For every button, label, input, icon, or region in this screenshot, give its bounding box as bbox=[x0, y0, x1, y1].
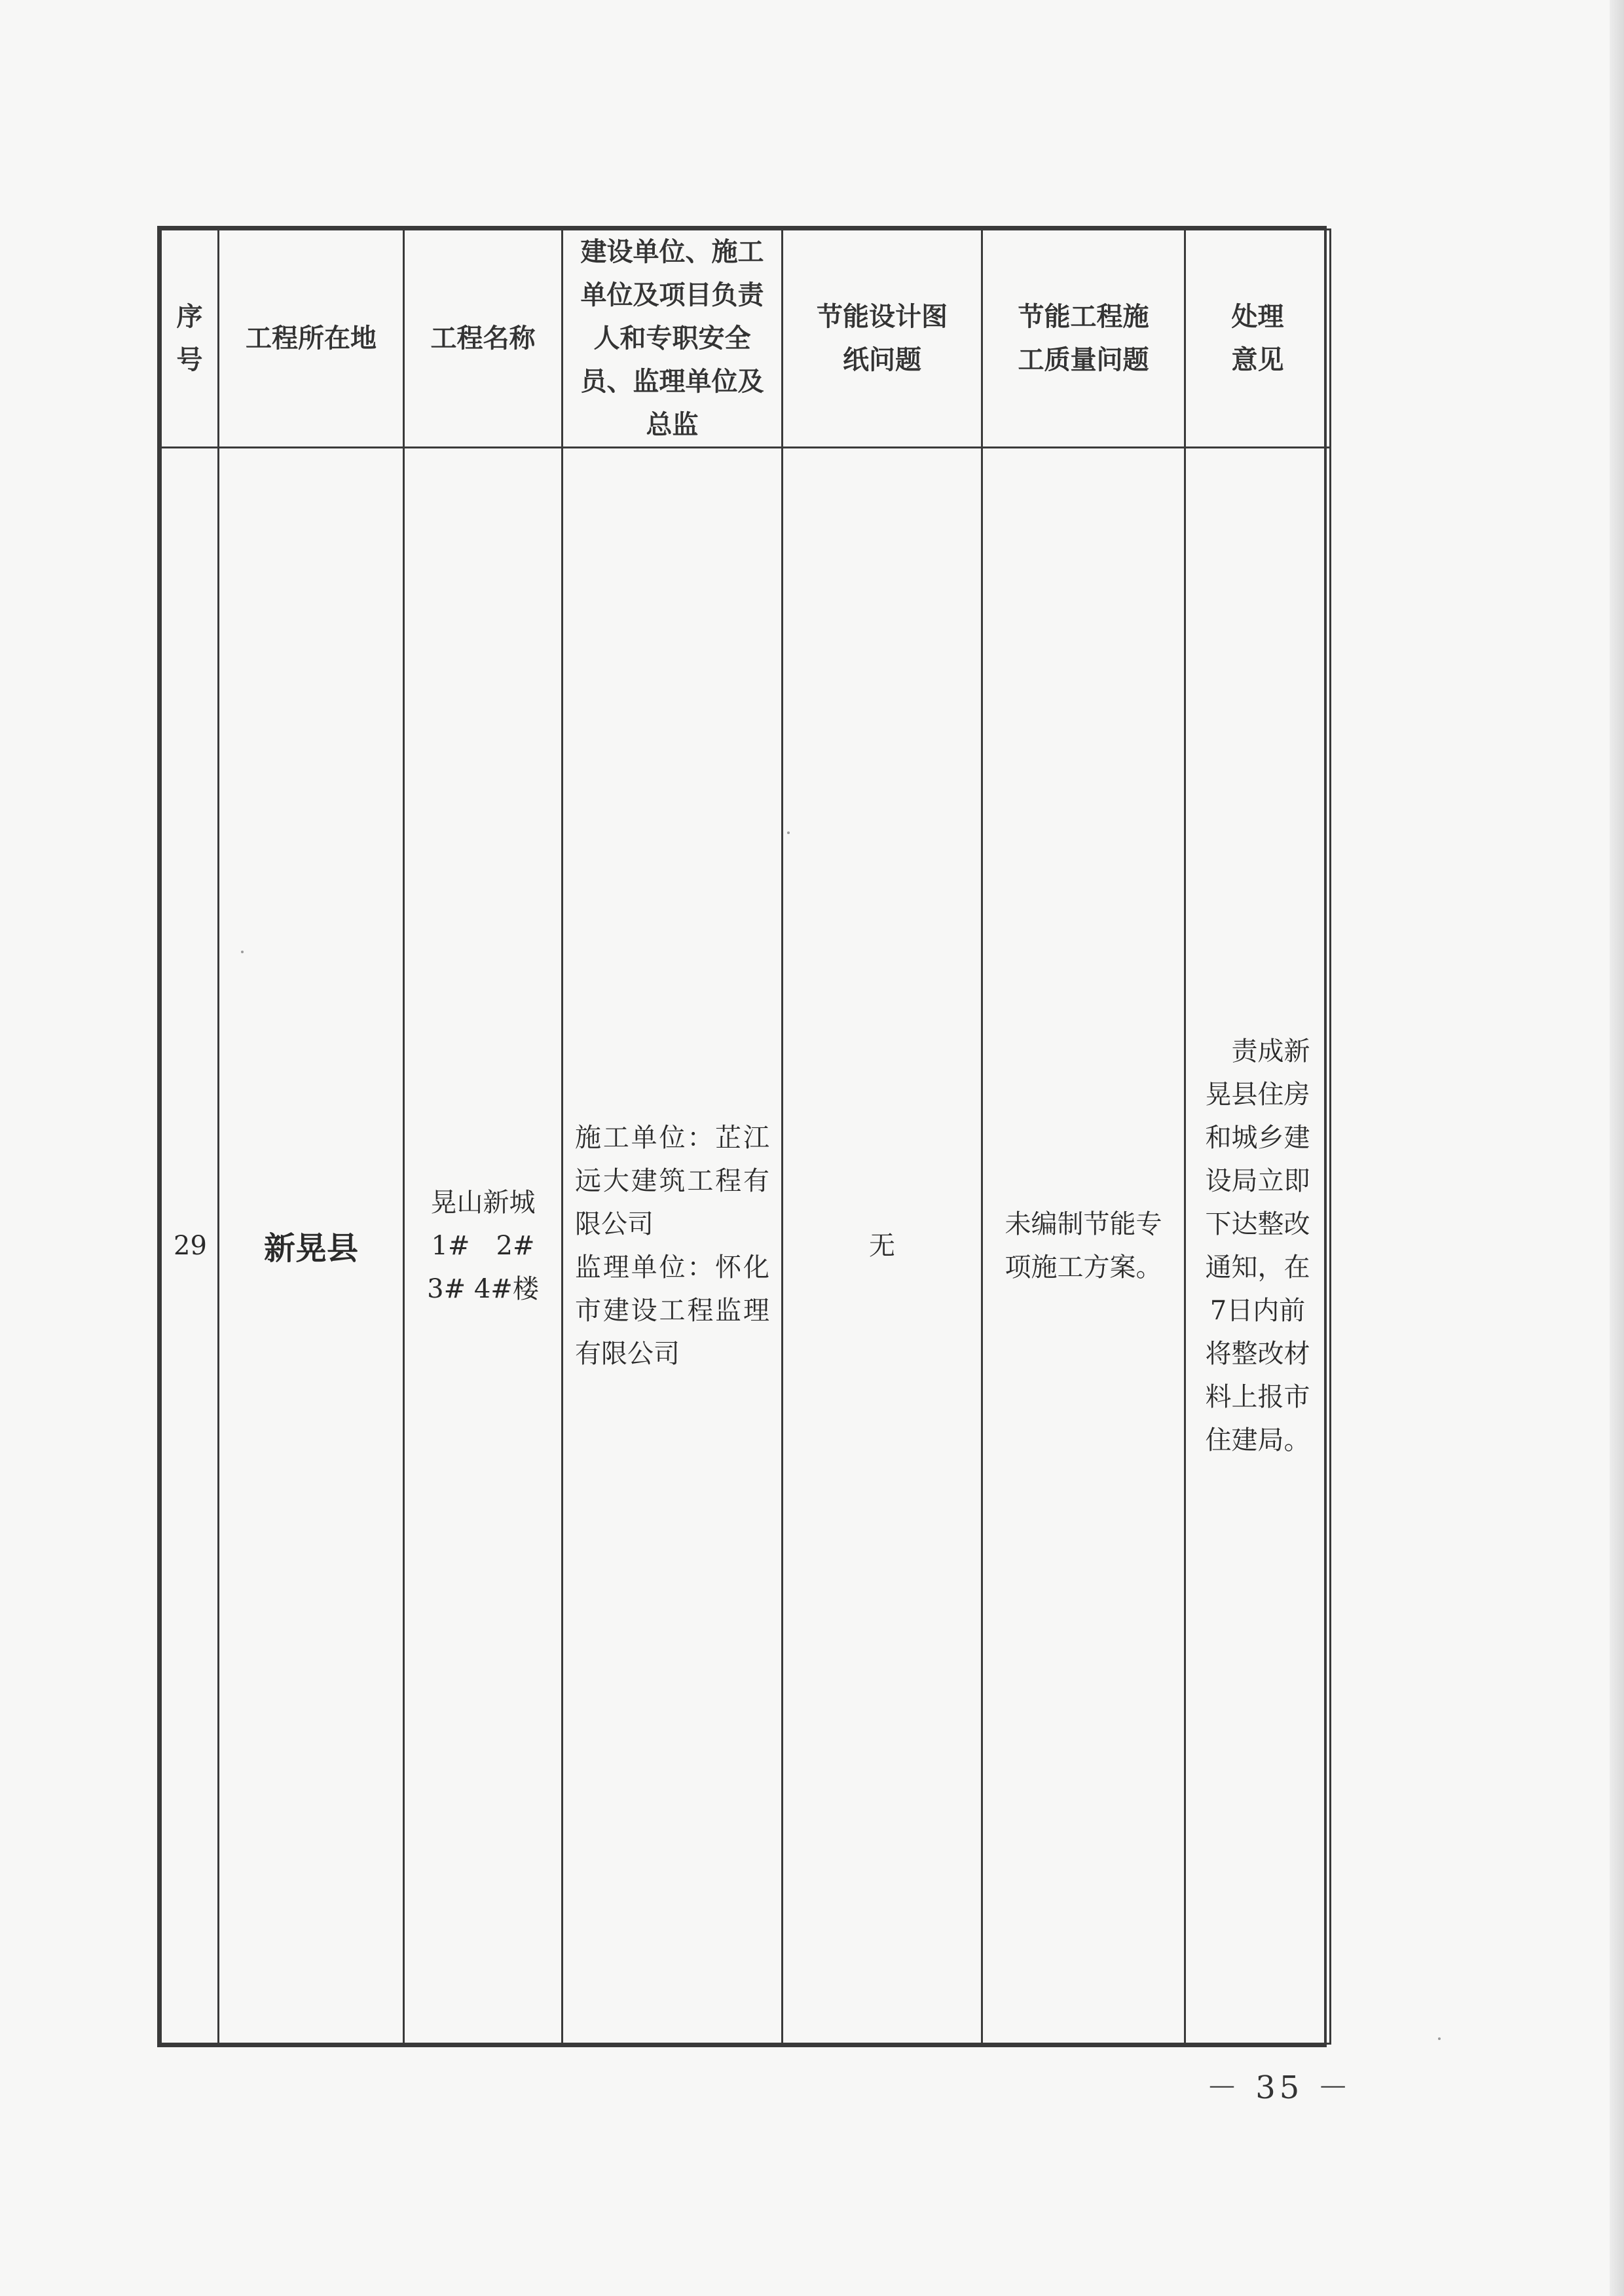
inspection-table bbox=[160, 228, 1331, 2045]
header-quality-issues: 节能工程施工质量问题 bbox=[982, 230, 1185, 448]
scan-speck bbox=[1438, 2037, 1441, 2040]
row-design-issues: 无 bbox=[783, 448, 982, 2044]
scan-page-edge bbox=[1610, 0, 1624, 2296]
page-number: － 35 － bbox=[1206, 2069, 1353, 2106]
table-row bbox=[161, 448, 1331, 2044]
row-quality-issues: 未编制节能专项施工方案。 bbox=[982, 448, 1185, 2044]
construction-unit-text: 施工单位：芷江远大建筑工程有限公司 bbox=[575, 1122, 769, 1239]
supervision-unit-text: 监理单位：怀化市建设工程监理有限公司 bbox=[575, 1252, 769, 1369]
header-design-issues: 节能设计图纸问题 bbox=[783, 230, 982, 448]
row-responsible-units bbox=[563, 448, 783, 2044]
table-header-row bbox=[161, 230, 1331, 448]
row-seq: 29 bbox=[161, 448, 219, 2044]
row-location: 新晃县 bbox=[219, 448, 404, 2044]
scan-speck bbox=[787, 831, 790, 834]
header-project-name: 工程名称 bbox=[404, 230, 563, 448]
header-responsible-units: 建设单位、施工单位及项目负责人和专职安全员、监理单位及总监 bbox=[563, 230, 783, 448]
header-location: 工程所在地 bbox=[219, 230, 404, 448]
row-project-name: 晃山新城1# 2# 3# 4#楼 bbox=[404, 448, 563, 2044]
header-seq: 序号 bbox=[161, 230, 219, 448]
scan-speck bbox=[241, 951, 244, 953]
inspection-table-frame bbox=[157, 226, 1327, 2047]
header-opinion: 处理意见 bbox=[1185, 230, 1331, 448]
row-opinion: 责成新晃县住房和城乡建设局立即下达整改通知，在7日内前将整改材料上报市住建局。 bbox=[1185, 448, 1331, 2044]
